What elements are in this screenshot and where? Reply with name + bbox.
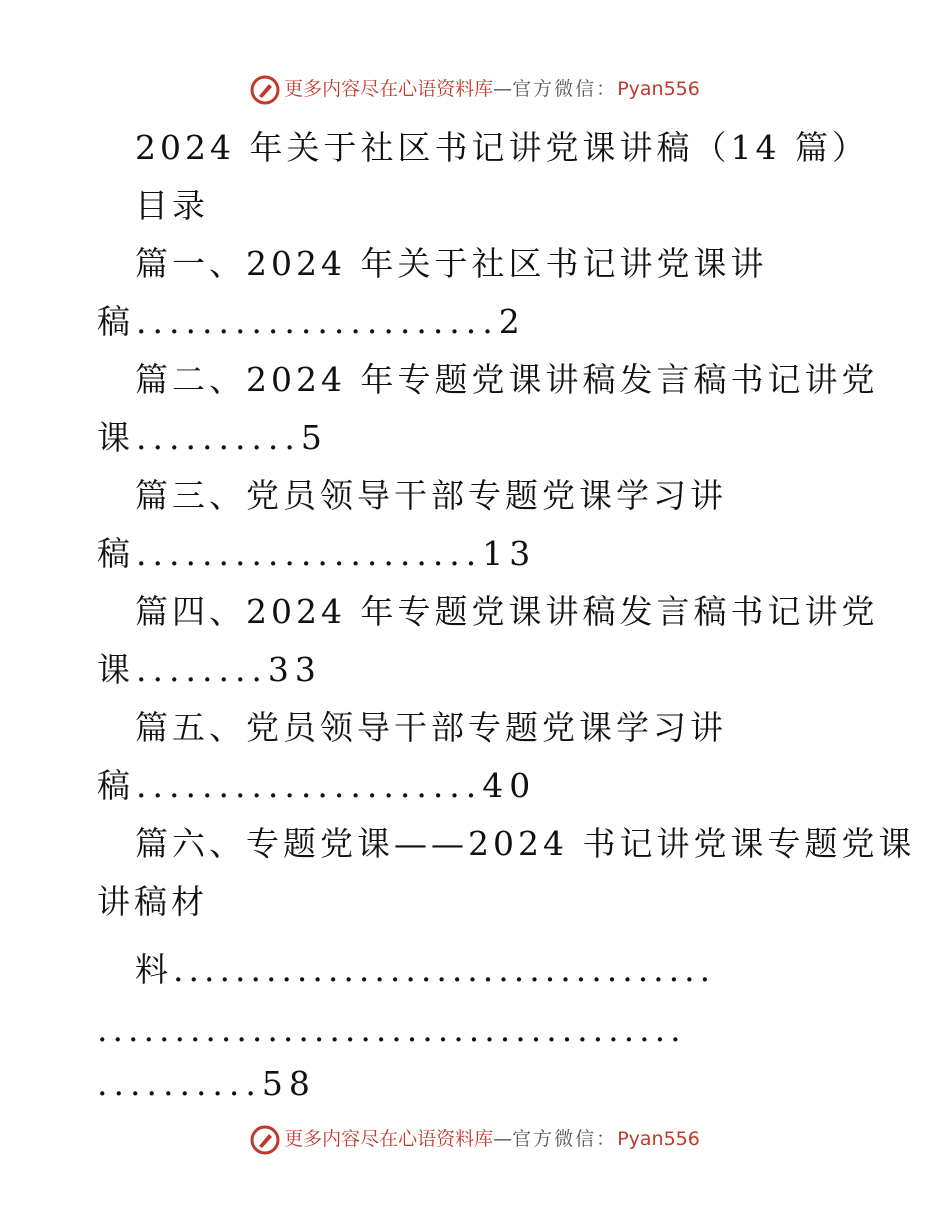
watermark-official: 官方微信： <box>512 1128 618 1150</box>
watermark-official: 官方微信： <box>512 78 618 100</box>
watermark-site: 更多内容尽在心语资料库 <box>284 78 494 100</box>
watermark-dash: — <box>493 78 513 100</box>
toc-entry-1-leader: 稿......................2 <box>97 302 526 341</box>
toc-entry-4-leader: 课........33 <box>97 650 322 689</box>
toc-entry-4-title: 篇四、2024 年专题党课讲稿发言稿书记讲党 <box>135 592 879 631</box>
toc-entry-6-title-cont: 讲稿材 <box>97 882 208 921</box>
pen-logo-icon <box>250 75 280 105</box>
pen-logo-icon <box>250 1125 280 1155</box>
watermark-top <box>0 74 950 105</box>
watermark-id: Pyan556 <box>617 78 700 100</box>
watermark-id: Pyan556 <box>617 1128 700 1150</box>
toc-entry-2-leader: 课..........5 <box>97 418 328 457</box>
toc-entry-3-title: 篇三、党员领导干部专题党课学习讲 <box>135 476 727 515</box>
watermark-site: 更多内容尽在心语资料库 <box>284 1128 494 1150</box>
toc-entry-2-title: 篇二、2024 年专题党课讲稿发言稿书记讲党 <box>135 360 879 399</box>
watermark-bottom <box>0 1124 950 1155</box>
toc-entry-6-leader-3: ..........58 <box>97 1064 316 1103</box>
toc-entry-5-leader: 稿.....................40 <box>97 766 537 805</box>
toc-entry-6-leader-2: ...................................... <box>97 1010 686 1049</box>
toc-entry-3-leader: 稿.....................13 <box>97 534 537 573</box>
toc-entry-5-title: 篇五、党员领导干部专题党课学习讲 <box>135 708 727 747</box>
doc-title: 2024 年关于社区书记讲党课讲稿（14 篇） <box>135 128 869 167</box>
watermark-dash: — <box>493 1128 513 1150</box>
toc-entry-6-title: 篇六、专题党课——2024 书记讲党课专题党课 <box>135 824 916 863</box>
toc-entry-6-leader-1: 料................................... <box>135 950 716 989</box>
toc-entry-1-title: 篇一、2024 年关于社区书记讲党课讲 <box>135 244 768 283</box>
toc-heading: 目录 <box>135 186 209 225</box>
